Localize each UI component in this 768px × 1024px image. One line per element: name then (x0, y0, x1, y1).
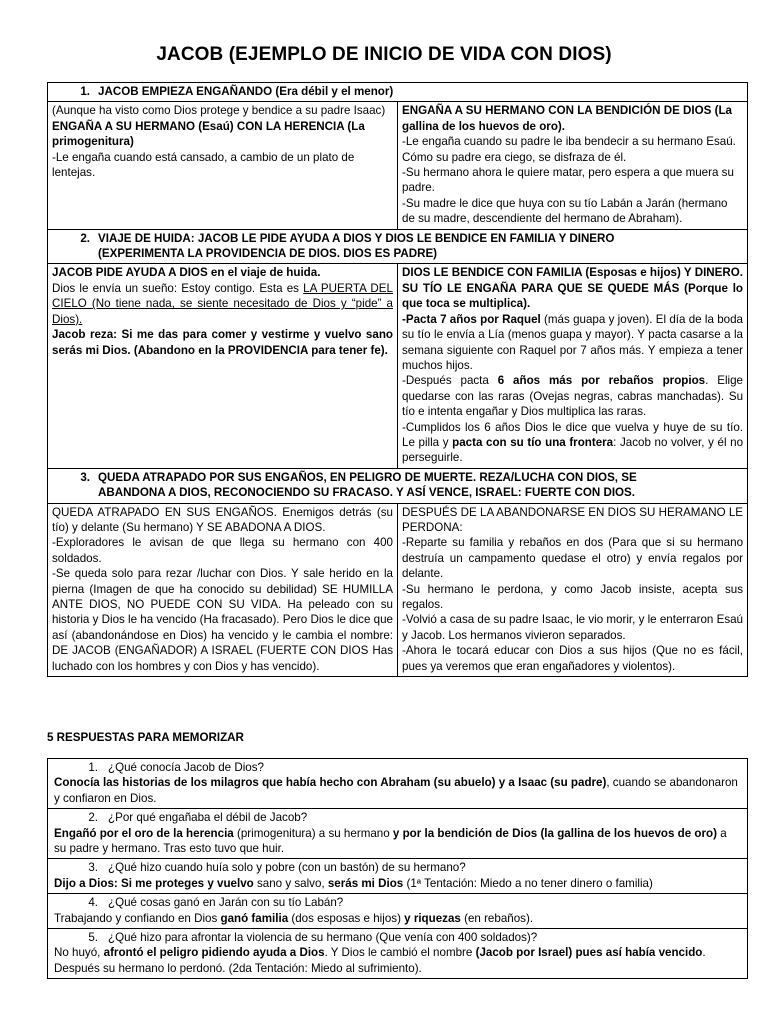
section-3-left-cell (48, 503, 398, 676)
bold-text: -Pacta 7 años por Raquel (402, 312, 541, 326)
memo-question (54, 760, 741, 775)
bold-text: y riquezas (404, 911, 461, 925)
section-heading-text: VIAJE DE HUIDA: JACOB LE PIDE AYUDA A DIOS Y DIOS LE BENDICE EN FAMILIA Y DINERO (98, 231, 615, 245)
question-text: ¿Qué hizo para afrontar la violencia de su hermano (Que venía con 400 soldados)? (108, 931, 538, 945)
paragraph: JACOB PIDE AYUDA A DIOS en el viaje de huida. (52, 266, 321, 280)
section-1-body (48, 102, 748, 229)
text-run: sano y salvo, (253, 876, 328, 890)
question-number: 1. (88, 761, 98, 774)
text-run: No huyó, (54, 946, 104, 960)
memo-item (48, 859, 748, 894)
section-heading (48, 468, 748, 503)
memo-answer (54, 775, 741, 806)
memo-item (48, 929, 748, 979)
text-run: (más guapa y joven). El día de la boda su tío le envía a Lía (menos guapa y mayor). Y pacta casarse a la semana siguiente con Raquel por 7 años más. Y empieza a tener muchos hijos. (402, 312, 744, 372)
bold-text: (Jacob por Israel) pues así había vencido (475, 946, 703, 960)
bold-text: Conocía las historias de los milagros que había hecho con Abraham (su abuelo) y a Isaac (su padre) (54, 776, 607, 790)
section-number: 1. (80, 85, 90, 98)
text-run: , cuando se abandonaron y confiaron en Dios. (54, 776, 738, 805)
memo-cell (48, 894, 748, 929)
memo-question (54, 860, 741, 875)
memo-item (48, 894, 748, 929)
paragraph: DESPUÉS DE LA ABANDONARSE EN DIOS SU HERAMANO LE PERDONA: (402, 505, 744, 534)
section-heading (48, 229, 748, 264)
memo-question (54, 930, 741, 945)
section-heading-text: JACOB EMPIEZA ENGAÑANDO (Era débil y el menor) (98, 85, 394, 98)
text-run: (primogenitura) a su hermano (233, 826, 393, 840)
text-run: . Después su hermano lo perdonó. (2da Tentación: Miedo al sufrimiento). (54, 946, 706, 975)
question-text: ¿Qué conocía Jacob de Dios? (108, 761, 264, 774)
paragraph: -Su hermano ahora le quiere matar, pero espera a que muera su padre. (402, 166, 734, 195)
section-2-header (48, 229, 748, 264)
underlined-text: LA PUERTA DEL CIELO (No tiene nada, se siente necesitado de Dios y “pide” a Dios). (52, 281, 393, 326)
memo-item (48, 809, 748, 859)
paragraph: -Reparte su familia y rebaños en dos (Para que si su hermano destruía un campamento quedase el otro) y envía regalos por delante. (402, 536, 744, 581)
bold-text: afrontó el peligro pidiendo ayuda a Dios (103, 946, 325, 960)
section-3-header (48, 468, 748, 503)
bold-text: serás mi Dios (327, 876, 404, 890)
section-heading-line-2: ABANDONA A DIOS, RECONOCIENDO SU FRACASO. Y ASÍ VENCE, ISRAEL: FUERTE CON DIOS. (98, 486, 636, 500)
text-run: Dios le envía un sueño: Estoy contigo. Esta es (52, 281, 304, 295)
paragraph (52, 281, 393, 327)
section-2-right-cell (398, 264, 748, 468)
bold-text: Dijo a Dios: Si me proteges y vuelvo (54, 876, 254, 890)
paragraph: -Le engaña cuando su padre le iba bendecir a su hermano Esaú. Cómo su padre era ciego, se disfraza de él. (402, 135, 736, 164)
memo-answer (54, 876, 741, 891)
text-run: (1ª Tentación: Miedo a no tener dinero o familia) (403, 876, 653, 890)
question-text: ¿Qué hizo cuando huía solo y pobre (con un bastón) de su hermano? (108, 861, 466, 875)
section-2-left-cell (48, 264, 398, 468)
paragraph: (Aunque ha visto como Dios protege y bendice a su padre Isaac) (52, 104, 386, 118)
paragraph: -Ahora le tocará educar con Dios a sus hijos (Que no es fácil, pues ya veremos que eran engañadores y violentos). (402, 644, 744, 673)
text-run: Jacob reza: (52, 328, 122, 342)
bold-text: pacta con su tío una frontera (452, 435, 614, 449)
text-run: -Cumplidos los 6 años Dios le dice que vuelva y huye de su tío. Le pilla y (402, 420, 744, 449)
bold-text: Engañó por el oro de la herencia (54, 826, 234, 840)
paragraph: DIOS LE BENDICE CON FAMILIA (Esposas e hijos) Y DINERO. SU TÍO LE ENGAÑA PARA QUE SE QUEDE MÁS (Porque lo que toca se multiplica). (402, 266, 744, 311)
paragraph: -Volvió a casa de su padre Isaac, le vio morir, y le enterraron Esaú y Jacob. Los hermanos vivieron separados. (402, 613, 744, 642)
section-1-left-cell (48, 102, 398, 229)
text-run: : Jacob no volver, y él no perseguirle. (402, 435, 744, 465)
section-3-body (48, 503, 748, 676)
paragraph: QUEDA ATRAPADO EN SUS ENGAÑOS. Enemigos detrás (su tío) y delante (Su hermano) Y SE ABADONA A DIOS. (52, 505, 393, 534)
paragraph: -Se queda solo para rezar /luchar con Dios. Y sale herido en la pierna (Imagen de que ha conocido su debilidad) SE HUMILLA ANTE DIOS, NO PUEDE CON SU VIDA. Ha peleado con su historia y Dios le ha vencido (Ha fracasado). Pero Dios le dice que así (abandonándose en Dios) ha vencido y le cambia el nombre: DE JACOB (ENGAÑADOR) A ISRAEL (FUERTE CON DIOS Has luchado con los hombres y con Dios y has vencido). (52, 567, 393, 673)
text-run: . Y Dios le cambió el nombre (324, 946, 476, 960)
question-text: ¿Por qué engañaba el débil de Jacob? (108, 811, 308, 825)
paragraph: -Exploradores le avisan de que llega su hermano con 400 soldados. (52, 536, 393, 565)
memo-cell (48, 859, 748, 894)
memo-answer (54, 945, 741, 976)
story-table (47, 82, 748, 677)
text-run: -Después pacta (402, 374, 498, 388)
memo-item (48, 759, 748, 809)
bold-text: 6 años más por rebaños propios (497, 374, 706, 388)
memo-question (54, 810, 741, 825)
section-number: 2. (80, 231, 90, 245)
bold-text: ganó familia (220, 911, 289, 925)
paragraph: -Su hermano le perdona, y como Jacob insiste, acepta sus regalos. (402, 582, 744, 611)
question-number: 5. (88, 931, 98, 945)
memo-cell (48, 809, 748, 859)
section-2-body (48, 264, 748, 468)
memo-cell (48, 929, 748, 979)
question-number: 4. (88, 896, 98, 910)
memo-title: 5 RESPUESTAS PARA MEMORIZAR (47, 731, 244, 744)
text-run: . Elige quedarse con las raras (Ovejas negras, cabras manchadas). Su tío e intenta engañar y Dios multiplica las raras. (402, 374, 744, 419)
memo-question (54, 895, 741, 910)
memo-table (47, 758, 748, 979)
section-1-right-cell (398, 102, 748, 229)
text-run: Si me das para comer y vestirme y vuelvo sano serás mi Dios. (Abandono en la PROVIDENCIA para tener fe). (52, 328, 393, 357)
memo-answer (54, 911, 741, 926)
section-heading-text: QUEDA ATRAPADO POR SUS ENGAÑOS, EN PELIGRO DE MUERTE. REZA/LUCHA CON DIOS, SE (98, 470, 637, 484)
text-run: (en rebaños). (460, 911, 534, 925)
paragraph: ENGAÑA A SU HERMANO CON LA BENDICIÓN DE DIOS (La gallina de los huevos de oro). (402, 104, 733, 133)
paragraph: -Le engaña cuando está cansado, a cambio de un plato de lentejas. (52, 150, 355, 180)
paragraph (52, 327, 393, 358)
question-number: 2. (88, 811, 98, 825)
section-heading (48, 83, 748, 102)
section-number: 3. (80, 470, 90, 484)
paragraph (402, 420, 743, 466)
memo-answer (54, 826, 741, 857)
text-run: (dos esposas e hijos) (288, 911, 405, 925)
memo-cell (48, 759, 748, 809)
paragraph (402, 373, 743, 419)
text-run: Trabajando y confiando en Dios (54, 911, 221, 925)
question-number: 3. (88, 861, 98, 875)
text-run: a su padre y hermano. Tras esto tuvo que huir. (54, 826, 727, 856)
section-1-header (48, 83, 748, 102)
section-3-right-cell (398, 503, 748, 676)
paragraph: ENGAÑA A SU HERMANO (Esaú) CON LA HERENCIA (La primogenitura) (52, 119, 365, 149)
bold-text: y por la bendición de Dios (la gallina de los huevos de oro) (392, 826, 717, 840)
paragraph (402, 312, 743, 374)
section-heading-line-2: (EXPERIMENTA LA PROVIDENCIA DE DIOS. DIOS ES PADRE) (98, 247, 438, 261)
page-title: JACOB (EJEMPLO DE INICIO DE VIDA CON DIOS) (156, 44, 612, 65)
paragraph: -Su madre le dice que huya con su tío Labán a Jarán (hermano de su madre, descendiente del hermano de Abraham). (402, 196, 728, 226)
question-text: ¿Qué cosas ganó en Jarán con su tío Labán? (108, 896, 344, 910)
